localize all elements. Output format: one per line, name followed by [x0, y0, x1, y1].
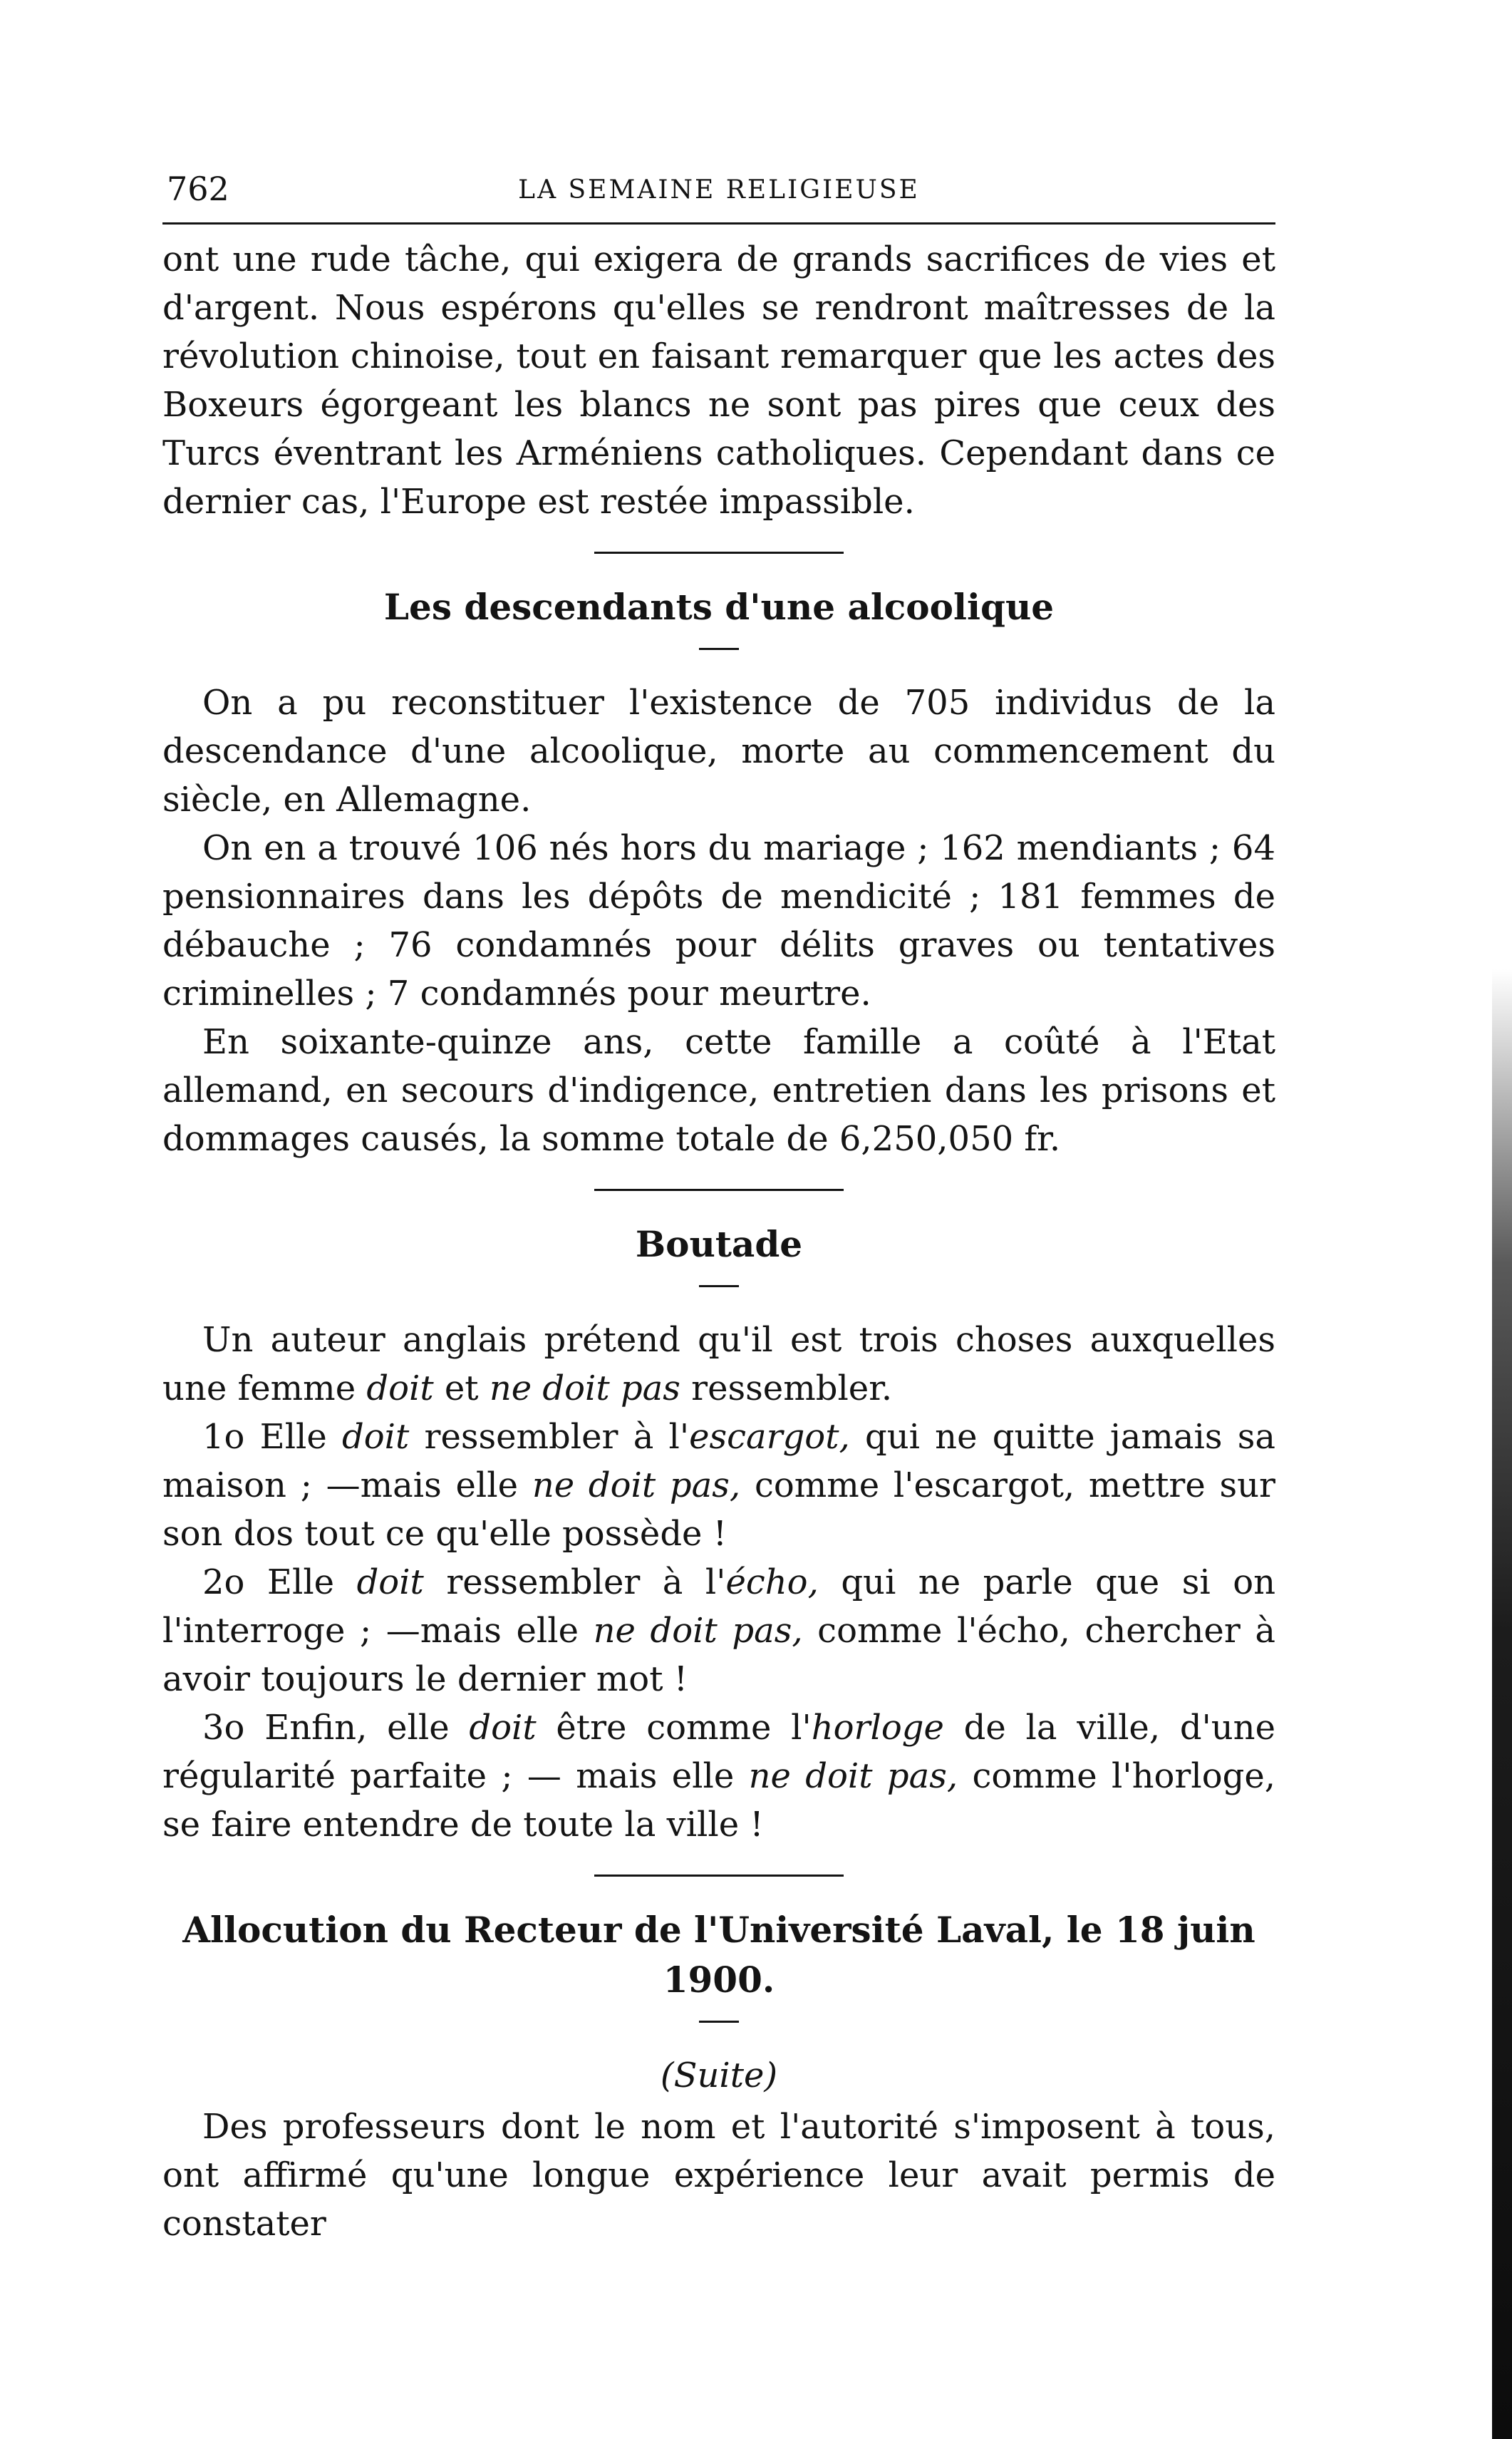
paragraph: 3o Enfin, elle doit être comme l'horloge de la ville, d'une régularité parfaite ; — mais elle ne doit pas, comme l'horloge, se faire entendre de toute la ville ! [162, 1708, 1275, 1845]
running-header [162, 157, 1275, 222]
page-edge-shadow [1492, 969, 1512, 2439]
section-separator [594, 1875, 844, 1877]
paragraph: On a pu reconstituer l'existence de 705 individus de la descendance d'une alcoolique, morte au commencement du siècle, en Allemagne. [162, 683, 1275, 820]
section-separator [594, 552, 844, 554]
page-number: 762 [167, 170, 229, 208]
section-heading-alcoolique: Les descendants d'une alcoolique [383, 586, 1055, 628]
heading-dash [699, 2021, 739, 2023]
paragraph: Des professeurs dont le nom et l'autorité s'imposent à tous, ont affirmé qu'une longue expérience leur avait permis de constater [162, 2107, 1275, 2244]
header-rule [162, 222, 1275, 225]
paragraph: 1o Elle doit ressembler à l'escargot, qui ne quitte jamais sa maison ; —mais elle ne doit pas, comme l'escargot, mettre sur son dos tout ce qu'elle possède ! [162, 1417, 1276, 1554]
intro-paragraph: ont une rude tâche, qui exigera de grands sacrifices de vies et d'argent. Nous espérons qu'elles se rendront maîtresses de la révolution chinoise, tout en faisant remarquer que les actes des Boxeurs égorgeant les blancs ne sont pas pires que ceux des Turcs éventrant les Arméniens catholiques. Cependant dans ce dernier cas, l'Europe est restée impassible. [162, 239, 1275, 522]
paragraph: Un auteur anglais prétend qu'il est trois choses auxquelles une femme doit et ne doit pas ressembler. [162, 1320, 1275, 1408]
section-heading-allocution: Allocution du Recteur de l'Université Laval, le 18 juin 1900. [182, 1909, 1255, 2001]
heading-dash [699, 648, 739, 650]
heading-dash [699, 1285, 739, 1287]
section-separator [594, 1189, 844, 1191]
paragraph: En soixante-quinze ans, cette famille a coûté à l'Etat allemand, en secours d'indigence, entretien dans les prisons et dommages causés, la somme totale de 6,250,050 fr. [162, 1022, 1275, 1159]
book-page [162, 157, 1275, 2248]
running-title: LA SEMAINE RELIGIEUSE [518, 175, 920, 205]
paragraph: On en a trouvé 106 nés hors du mariage ; 162 mendiants ; 64 pensionnaires dans les dépôts de mendicité ; 181 femmes de débauche ; 76 condamnés pour délits graves ou tentatives criminelles ; 7 condamnés pour meurtre. [162, 828, 1275, 1014]
suite-label: (Suite) [660, 2056, 778, 2095]
section-heading-boutade: Boutade [635, 1223, 803, 1265]
paragraph: 2o Elle doit ressembler à l'écho, qui ne parle que si on l'interroge ; —mais elle ne doit pas, comme l'écho, chercher à avoir toujours le dernier mot ! [162, 1562, 1276, 1699]
body-text [162, 235, 1275, 2248]
